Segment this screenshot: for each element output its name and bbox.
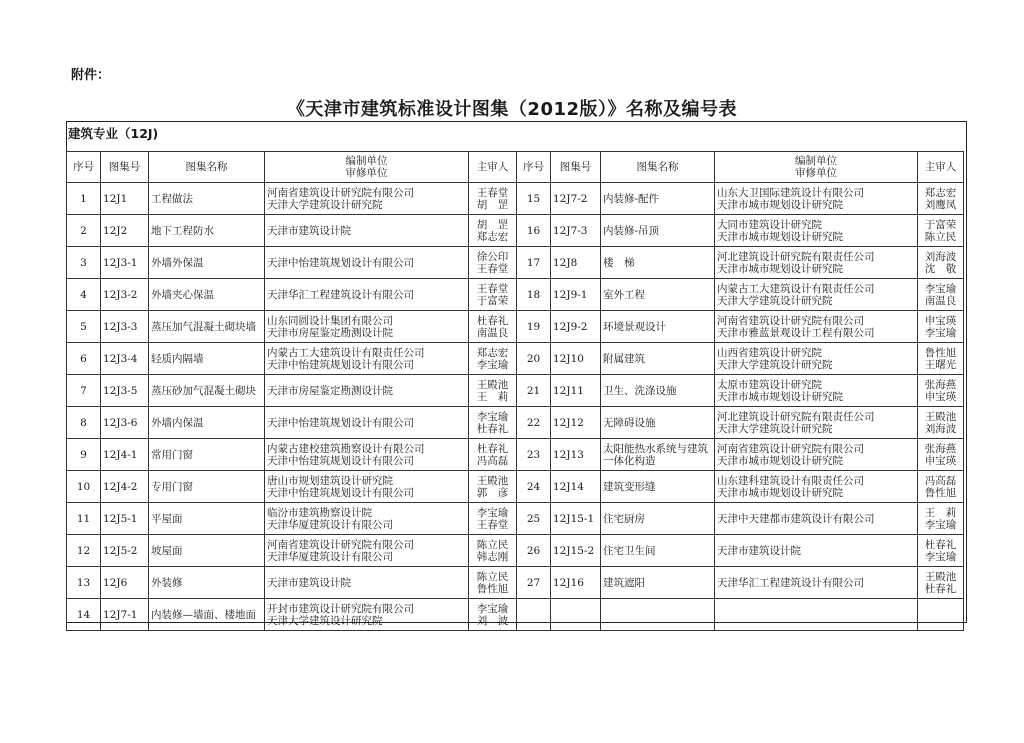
cell-unit-line: 河北建筑设计研究院有限责任公司 bbox=[717, 250, 875, 263]
cell-unit bbox=[715, 535, 918, 567]
cell-code: 12J7-1 bbox=[101, 599, 149, 631]
cell-unit-line: 临汾市建筑勘察设计院 bbox=[267, 506, 372, 519]
cell-unit-line: 天津大学建筑设计研究院 bbox=[717, 422, 833, 435]
table-row bbox=[67, 407, 964, 439]
cell-reviewer-line: 王殿池 bbox=[476, 378, 509, 391]
cell-reviewer bbox=[918, 439, 964, 471]
cell-reviewer-line: 杜春礼 bbox=[476, 314, 509, 327]
cell-reviewer-line: 王 莉 bbox=[476, 390, 509, 403]
cell-unit bbox=[715, 279, 918, 311]
cell-unit-line: 天津华厦建筑设计有限公司 bbox=[267, 550, 393, 563]
cell-reviewer bbox=[469, 503, 517, 535]
cell-reviewer-line: 李宝瑜 bbox=[476, 602, 509, 615]
cell-code: 12J5-2 bbox=[101, 535, 149, 567]
header-no: 序号 bbox=[517, 152, 551, 183]
table-row bbox=[67, 183, 964, 215]
cell-no: 3 bbox=[67, 247, 101, 279]
header-name: 图集名称 bbox=[601, 152, 715, 183]
cell-code: 12J3-1 bbox=[101, 247, 149, 279]
cell-code: 12J15-2 bbox=[551, 535, 601, 567]
cell-code: 12J8 bbox=[551, 247, 601, 279]
cell-unit-line: 河南省建筑设计研究院有限公司 bbox=[267, 186, 414, 199]
cell-unit-line: 天津中怡建筑规划设计有限公司 bbox=[267, 416, 414, 429]
table-row bbox=[67, 247, 964, 279]
cell-reviewer-line: 杜春礼 bbox=[476, 442, 509, 455]
cell-name: 卫生、洗涤设施 bbox=[601, 375, 715, 407]
cell-name: 内装修-配件 bbox=[601, 183, 715, 215]
cell-reviewer-line: 李宝瑜 bbox=[924, 518, 957, 531]
cell-unit-line: 天津市城市规划设计研究院 bbox=[717, 230, 843, 243]
table-row bbox=[67, 279, 964, 311]
cell-reviewer-line: 于富荣 bbox=[924, 218, 957, 231]
empty-cell bbox=[715, 599, 918, 631]
cell-no: 1 bbox=[67, 183, 101, 215]
cell-unit-line: 天津中怡建筑规划设计有限公司 bbox=[267, 454, 414, 467]
cell-unit-line: 天津中怡建筑规划设计有限公司 bbox=[267, 486, 414, 499]
cell-name: 外墙内保温 bbox=[149, 407, 265, 439]
cell-no: 10 bbox=[67, 471, 101, 503]
cell-reviewer-line: 李宝瑜 bbox=[476, 410, 509, 423]
header-unit-line1: 编制单位 bbox=[795, 155, 837, 167]
cell-code: 12J6 bbox=[101, 567, 149, 599]
cell-reviewer bbox=[918, 343, 964, 375]
cell-unit-line: 内蒙古建校建筑勘察设计有限公司 bbox=[267, 442, 425, 455]
cell-no: 12 bbox=[67, 535, 101, 567]
cell-name: 建筑变形缝 bbox=[601, 471, 715, 503]
cell-reviewer bbox=[918, 247, 964, 279]
cell-code: 12J10 bbox=[551, 343, 601, 375]
cell-reviewer-line: 郑志宏 bbox=[476, 346, 509, 359]
cell-reviewer-line: 冯高磊 bbox=[476, 454, 509, 467]
cell-unit bbox=[715, 471, 918, 503]
empty-cell bbox=[601, 599, 715, 631]
cell-code: 12J3-5 bbox=[101, 375, 149, 407]
cell-code: 12J5-1 bbox=[101, 503, 149, 535]
cell-reviewer-line: 王殿池 bbox=[476, 474, 509, 487]
cell-unit bbox=[265, 375, 469, 407]
cell-reviewer bbox=[918, 567, 964, 599]
cell-unit-line: 天津市雅蓝景观设计工程有限公司 bbox=[717, 326, 875, 339]
cell-code: 12J3-2 bbox=[101, 279, 149, 311]
cell-code: 12J11 bbox=[551, 375, 601, 407]
cell-code: 12J4-1 bbox=[101, 439, 149, 471]
cell-no: 19 bbox=[517, 311, 551, 343]
header-unit-line2: 审修单位 bbox=[345, 167, 388, 179]
table-row bbox=[67, 471, 964, 503]
cell-reviewer-line: 刘 波 bbox=[476, 614, 509, 627]
cell-no: 18 bbox=[517, 279, 551, 311]
cell-reviewer bbox=[469, 471, 517, 503]
empty-cell bbox=[551, 599, 601, 631]
table-row bbox=[67, 535, 964, 567]
cell-name: 楼 梯 bbox=[601, 247, 715, 279]
cell-no: 15 bbox=[517, 183, 551, 215]
cell-unit-line: 天津大学建筑设计研究院 bbox=[267, 198, 383, 211]
cell-unit bbox=[265, 279, 469, 311]
cell-reviewer-line: 王殿池 bbox=[924, 570, 957, 583]
cell-reviewer bbox=[918, 215, 964, 247]
cell-unit-line: 天津华厦建筑设计有限公司 bbox=[267, 518, 393, 531]
cell-unit-line: 大同市建筑设计研究院 bbox=[717, 218, 822, 231]
cell-reviewer bbox=[469, 375, 517, 407]
cell-unit-line: 内蒙古工大建筑设计有限责任公司 bbox=[267, 346, 425, 359]
cell-reviewer-line: 李宝瑜 bbox=[476, 358, 509, 371]
cell-code: 12J1 bbox=[101, 183, 149, 215]
cell-reviewer bbox=[918, 183, 964, 215]
table-row bbox=[67, 343, 964, 375]
cell-code: 12J9-1 bbox=[551, 279, 601, 311]
cell-code: 12J12 bbox=[551, 407, 601, 439]
cell-unit bbox=[265, 247, 469, 279]
cell-code: 12J13 bbox=[551, 439, 601, 471]
cell-no: 7 bbox=[67, 375, 101, 407]
cell-reviewer bbox=[918, 503, 964, 535]
cell-name: 蒸压加气混凝土砌块墙 bbox=[149, 311, 265, 343]
cell-name: 内装修—墙面、楼地面 bbox=[149, 599, 265, 631]
cell-reviewer-line: 冯高磊 bbox=[924, 474, 957, 487]
cell-reviewer bbox=[918, 279, 964, 311]
table-row bbox=[67, 375, 964, 407]
cell-name: 外墙夹心保温 bbox=[149, 279, 265, 311]
cell-code: 12J3-4 bbox=[101, 343, 149, 375]
cell-name: 外装修 bbox=[149, 567, 265, 599]
cell-unit-line: 天津中怡建筑规划设计有限公司 bbox=[267, 358, 414, 371]
cell-unit bbox=[715, 311, 918, 343]
cell-unit bbox=[265, 439, 469, 471]
cell-reviewer bbox=[469, 215, 517, 247]
cell-no: 20 bbox=[517, 343, 551, 375]
table-row bbox=[67, 215, 964, 247]
cell-reviewer-line: 徐公印 bbox=[476, 250, 509, 263]
cell-code: 12J4-2 bbox=[101, 471, 149, 503]
cell-code: 12J15-1 bbox=[551, 503, 601, 535]
cell-no: 8 bbox=[67, 407, 101, 439]
cell-unit-line: 太原市建筑设计研究院 bbox=[717, 378, 822, 391]
cell-reviewer bbox=[469, 535, 517, 567]
cell-unit bbox=[715, 247, 918, 279]
cell-unit-line: 山西省建筑设计研究院 bbox=[717, 346, 822, 359]
cell-reviewer bbox=[918, 375, 964, 407]
cell-name: 附属建筑 bbox=[601, 343, 715, 375]
cell-code: 12J3-3 bbox=[101, 311, 149, 343]
cell-no: 13 bbox=[67, 567, 101, 599]
header-unit-line1: 编制单位 bbox=[345, 155, 388, 167]
header-unit bbox=[265, 152, 469, 183]
document-title: 《天津市建筑标准设计图集（2012版）》名称及编号表 bbox=[286, 99, 738, 120]
cell-name: 太阳能热水系统与建筑一体化构造 bbox=[601, 439, 715, 471]
cell-name: 环境景观设计 bbox=[601, 311, 715, 343]
cell-name: 工程做法 bbox=[149, 183, 265, 215]
cell-unit-line: 天津市城市规划设计研究院 bbox=[717, 486, 843, 499]
cell-reviewer-line: 杜春礼 bbox=[924, 538, 957, 551]
cell-unit bbox=[265, 535, 469, 567]
cell-unit bbox=[265, 183, 469, 215]
cell-reviewer-line: 王殿池 bbox=[924, 410, 957, 423]
cell-reviewer-line: 郑志宏 bbox=[924, 186, 957, 199]
cell-name: 外墙外保温 bbox=[149, 247, 265, 279]
section-heading: 建筑专业（12J) bbox=[68, 126, 159, 141]
cell-reviewer-line: 胡 罡 bbox=[476, 218, 509, 231]
cell-name: 坡屋面 bbox=[149, 535, 265, 567]
cell-unit-line: 天津市城市规划设计研究院 bbox=[717, 390, 843, 403]
cell-unit bbox=[265, 503, 469, 535]
cell-code: 12J7-3 bbox=[551, 215, 601, 247]
cell-no: 5 bbox=[67, 311, 101, 343]
cell-unit-line: 开封市建筑设计研究院有限公司 bbox=[267, 602, 414, 615]
cell-unit-line: 山东建科建筑设计有限责任公司 bbox=[717, 474, 864, 487]
empty-cell bbox=[517, 599, 551, 631]
cell-unit bbox=[265, 567, 469, 599]
cell-code: 12J16 bbox=[551, 567, 601, 599]
cell-unit bbox=[715, 343, 918, 375]
cell-no: 24 bbox=[517, 471, 551, 503]
cell-unit-line: 天津市建筑设计院 bbox=[267, 224, 351, 237]
table-row bbox=[67, 503, 964, 535]
cell-unit-line: 天津华汇工程建筑设计有限公司 bbox=[717, 576, 864, 589]
cell-name: 室外工程 bbox=[601, 279, 715, 311]
cell-reviewer-line: 申宝瑛 bbox=[924, 314, 957, 327]
table-row bbox=[67, 599, 964, 631]
cell-reviewer-line: 胡 罡 bbox=[476, 198, 509, 211]
cell-unit-line: 天津市房屋鉴定勘测设计院 bbox=[267, 384, 393, 397]
cell-unit-line: 天津华汇工程建筑设计有限公司 bbox=[267, 288, 414, 301]
cell-reviewer-line: 陈立民 bbox=[476, 538, 509, 551]
cell-name: 内装修-吊顶 bbox=[601, 215, 715, 247]
header-reviewer: 主审人 bbox=[469, 152, 517, 183]
cell-no: 21 bbox=[517, 375, 551, 407]
cell-name: 专用门窗 bbox=[149, 471, 265, 503]
cell-unit bbox=[715, 183, 918, 215]
table-header-row bbox=[67, 152, 964, 183]
cell-unit bbox=[265, 599, 469, 631]
cell-unit-line: 山东同圆设计集团有限公司 bbox=[267, 314, 393, 327]
cell-reviewer bbox=[918, 471, 964, 503]
cell-reviewer-line: 鲁性旭 bbox=[924, 486, 957, 499]
cell-unit bbox=[715, 407, 918, 439]
cell-no: 23 bbox=[517, 439, 551, 471]
cell-no: 16 bbox=[517, 215, 551, 247]
cell-reviewer-line: 陈立民 bbox=[476, 570, 509, 583]
cell-unit bbox=[265, 471, 469, 503]
cell-reviewer-line: 张海燕 bbox=[924, 442, 957, 455]
cell-reviewer-line: 杜春礼 bbox=[476, 422, 509, 435]
header-code: 图集号 bbox=[551, 152, 601, 183]
cell-reviewer bbox=[469, 183, 517, 215]
cell-reviewer-line: 南温良 bbox=[924, 294, 957, 307]
cell-reviewer-line: 韩志刚 bbox=[476, 550, 509, 563]
cell-unit bbox=[715, 439, 918, 471]
header-name: 图集名称 bbox=[149, 152, 265, 183]
cell-name: 常用门窗 bbox=[149, 439, 265, 471]
cell-no: 17 bbox=[517, 247, 551, 279]
cell-reviewer-line: 陈立民 bbox=[924, 230, 957, 243]
cell-no: 6 bbox=[67, 343, 101, 375]
cell-no: 11 bbox=[67, 503, 101, 535]
cell-reviewer-line: 王春堂 bbox=[476, 262, 509, 275]
cell-unit bbox=[265, 215, 469, 247]
cell-reviewer-line: 张海燕 bbox=[924, 378, 957, 391]
cell-reviewer-line: 申宝瑛 bbox=[924, 390, 957, 403]
cell-unit-line: 天津市建筑设计院 bbox=[717, 544, 801, 557]
cell-reviewer-line: 郑志宏 bbox=[476, 230, 509, 243]
cell-reviewer-line: 李宝瑜 bbox=[924, 550, 957, 563]
cell-reviewer bbox=[469, 311, 517, 343]
cell-reviewer-line: 申宝瑛 bbox=[924, 454, 957, 467]
cell-reviewer bbox=[469, 599, 517, 631]
cell-name: 平屋面 bbox=[149, 503, 265, 535]
cell-reviewer-line: 鲁性旭 bbox=[476, 582, 509, 595]
cell-reviewer-line: 李宝瑜 bbox=[924, 326, 957, 339]
cell-unit-line: 天津市城市规划设计研究院 bbox=[717, 198, 843, 211]
cell-reviewer-line: 王春堂 bbox=[476, 186, 509, 199]
cell-unit-line: 天津市城市规划设计研究院 bbox=[717, 262, 843, 275]
header-unit bbox=[715, 152, 918, 183]
cell-unit-line: 天津大学建筑设计研究院 bbox=[267, 614, 383, 627]
table-body bbox=[67, 183, 964, 631]
cell-code: 12J9-2 bbox=[551, 311, 601, 343]
cell-unit-line: 河北建筑设计研究院有限责任公司 bbox=[717, 410, 875, 423]
cell-unit-line: 唐山市规划建筑设计研究院 bbox=[267, 474, 393, 487]
cell-unit bbox=[265, 407, 469, 439]
cell-reviewer bbox=[469, 247, 517, 279]
standards-table bbox=[66, 151, 964, 631]
cell-code: 12J2 bbox=[101, 215, 149, 247]
cell-no: 22 bbox=[517, 407, 551, 439]
cell-unit-line: 内蒙古工大建筑设计有限责任公司 bbox=[717, 282, 875, 295]
table-row bbox=[67, 311, 964, 343]
cell-reviewer-line: 鲁性旭 bbox=[924, 346, 957, 359]
cell-reviewer-line: 于富荣 bbox=[476, 294, 509, 307]
cell-reviewer-line: 杜春礼 bbox=[924, 582, 957, 595]
cell-unit-line: 河南省建筑设计研究院有限公司 bbox=[717, 442, 864, 455]
header-reviewer: 主审人 bbox=[918, 152, 964, 183]
table-row bbox=[67, 439, 964, 471]
cell-no: 9 bbox=[67, 439, 101, 471]
header-no: 序号 bbox=[67, 152, 101, 183]
cell-reviewer-line: 郭 彦 bbox=[476, 486, 509, 499]
cell-reviewer bbox=[918, 535, 964, 567]
header-unit-line2: 审修单位 bbox=[795, 167, 837, 179]
attachment-label: 附件： bbox=[71, 68, 111, 83]
cell-name: 轻质内隔墙 bbox=[149, 343, 265, 375]
cell-unit-line: 河南省建筑设计研究院有限公司 bbox=[717, 314, 864, 327]
cell-unit bbox=[265, 343, 469, 375]
header-code: 图集号 bbox=[101, 152, 149, 183]
cell-unit-line: 山东大卫国际建筑设计有限公司 bbox=[717, 186, 864, 199]
empty-cell bbox=[918, 599, 964, 631]
cell-unit bbox=[715, 375, 918, 407]
cell-reviewer-line: 李宝瑜 bbox=[924, 282, 957, 295]
cell-unit-line: 天津大学建筑设计研究院 bbox=[717, 294, 833, 307]
cell-name: 无障碍设施 bbox=[601, 407, 715, 439]
cell-no: 26 bbox=[517, 535, 551, 567]
cell-reviewer-line: 王春堂 bbox=[476, 518, 509, 531]
cell-reviewer bbox=[469, 343, 517, 375]
cell-reviewer bbox=[469, 567, 517, 599]
cell-unit bbox=[715, 215, 918, 247]
cell-name: 住宅厨房 bbox=[601, 503, 715, 535]
cell-code: 12J14 bbox=[551, 471, 601, 503]
cell-no: 27 bbox=[517, 567, 551, 599]
cell-reviewer-line: 李宝瑜 bbox=[476, 506, 509, 519]
cell-reviewer bbox=[918, 407, 964, 439]
cell-code: 12J3-6 bbox=[101, 407, 149, 439]
cell-name: 住宅卫生间 bbox=[601, 535, 715, 567]
cell-name: 建筑遮阳 bbox=[601, 567, 715, 599]
cell-reviewer bbox=[918, 311, 964, 343]
cell-unit bbox=[715, 567, 918, 599]
cell-unit-line: 天津市城市规划设计研究院 bbox=[717, 454, 843, 467]
cell-reviewer-line: 刘海波 bbox=[924, 422, 957, 435]
cell-unit-line: 河南省建筑设计研究院有限公司 bbox=[267, 538, 414, 551]
cell-reviewer-line: 刘鹰凤 bbox=[924, 198, 957, 211]
cell-reviewer bbox=[469, 279, 517, 311]
cell-reviewer-line: 王春堂 bbox=[476, 282, 509, 295]
cell-code: 12J7-2 bbox=[551, 183, 601, 215]
cell-name: 地下工程防水 bbox=[149, 215, 265, 247]
cell-no: 2 bbox=[67, 215, 101, 247]
cell-reviewer-line: 王 莉 bbox=[924, 506, 957, 519]
cell-reviewer-line: 南温良 bbox=[476, 326, 509, 339]
cell-reviewer-line: 王曙光 bbox=[924, 358, 957, 371]
cell-reviewer-line: 刘海波 bbox=[924, 250, 957, 263]
cell-unit-line: 天津中天建都市建筑设计有限公司 bbox=[717, 512, 875, 525]
cell-reviewer bbox=[469, 439, 517, 471]
cell-no: 4 bbox=[67, 279, 101, 311]
cell-name: 蒸压砂加气混凝土砌块 bbox=[149, 375, 265, 407]
cell-reviewer-line: 沈 敬 bbox=[924, 262, 957, 275]
cell-no: 25 bbox=[517, 503, 551, 535]
cell-unit-line: 天津市建筑设计院 bbox=[267, 576, 351, 589]
cell-unit-line: 天津中怡建筑规划设计有限公司 bbox=[267, 256, 414, 269]
cell-unit bbox=[715, 503, 918, 535]
cell-unit-line: 天津市房屋鉴定勘测设计院 bbox=[267, 326, 393, 339]
cell-unit bbox=[265, 311, 469, 343]
table-row bbox=[67, 567, 964, 599]
cell-no: 14 bbox=[67, 599, 101, 631]
cell-reviewer bbox=[469, 407, 517, 439]
cell-unit-line: 天津大学建筑设计研究院 bbox=[717, 358, 833, 371]
